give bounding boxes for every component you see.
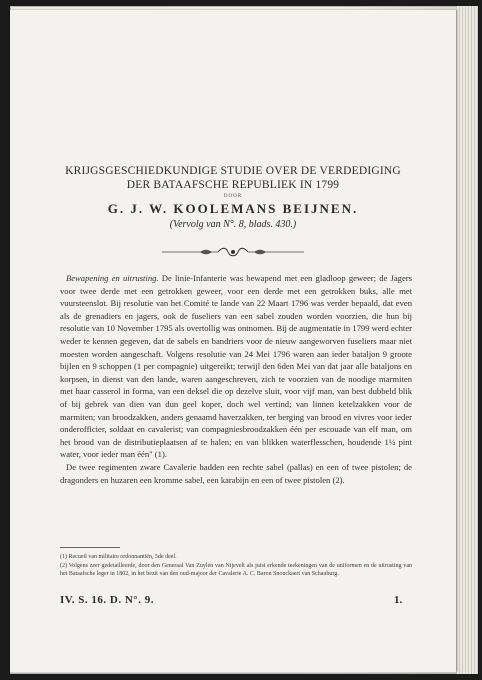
continued-note: (Vervolg van N°. 8, blads. 430.) bbox=[169, 219, 297, 230]
byline-label: DOOR bbox=[223, 194, 243, 199]
decorative-ornament-icon bbox=[160, 246, 306, 258]
body-paragraph-1 bbox=[60, 272, 412, 461]
body-paragraph-2: De twee regimenten zware Cavalerie hadden een rechte sabel (pallas) en een of twee pistolen; de dragonders en huzaren een kromme sabel, een karabijn en een of twee pistolen (2). bbox=[60, 461, 412, 485]
sheet-signature: IV. S. 16. D. N°. 9. bbox=[60, 594, 154, 606]
footnote-1: (1) Recueil van militaire ordonnantiën, 5de deel. bbox=[60, 554, 177, 560]
footnote-2: (2) Volgens zeer gedetailleerde, door den Generaal Van Zuylen van Nijevelt als juist erkende teekeningen van de uniformen en de uitrusting van het Bataafsche leger in 1802, in het bezit van den oud-majoor der Cavalerie A. C. Baron Snouckaert van Schauburg. bbox=[60, 562, 412, 578]
section-lead: Bewapening en uitrusting. bbox=[66, 273, 159, 283]
scanned-page bbox=[10, 10, 456, 672]
page-number: 1. bbox=[394, 594, 403, 606]
paragraph-text: De linie-Infanterie was bewapend met een gladloop geweer; de Jagers voor twee derde met een getrokken geweer, voor een derde met een getrokken buks, alle met vuursteenslot. Bij resolutie van het Comité te lande van 22 Maart 1796 was verder bepaald, dat even als de grenadiers en jagers, ook de fuseliers van een sabel zouden worden voorzien, die hun bij resolutie van 10 November 1795 als overtollig was ontnomen. Bij de augmentatie in 1799 werd echter weder te kennen gegeven, dat de sabels en bandriers voor de nieuw aangeworven fuseliers maar niet moesten worden aangeschaft. Volgens resolutie van 24 Mei 1796 waren aan ieder bataljon 9 groote bijlen en 9 schoppen (1 per compagnie) uitgereikt; terwijl den 6den Mei van dat jaar alle bataljons en korpsen, in dienst van den lande, waren aangeschreven, zich te voorzien van de noodige marmiten met haar casserol in forma, van een deksel die op dezelve sluit, voor vijf man, van best dubbeld blik of bij gebrek van dien van dun geel koper, doch wel vertind; van linnen ketelzakken voor de marmiten; van broodzakken, anders genaamd haverzakken, ter berging van brood en vivres voor ieder onderofficier, soldaat en cavalerist; van compagniesbroodzakken één per escouade van elf man, om het brood van de distributieplaatsen af te halen; en van blikken waterflesschen, houdende 1¼ pint water, voor ieder man één" (1). bbox=[60, 273, 412, 460]
bleed-through-text bbox=[56, 70, 406, 161]
author-name: G. J. W. KOOLEMANS BEIJNEN. bbox=[107, 201, 359, 216]
article-title-line-1: KRIJGSGESCHIEDKUNDIGE STUDIE OVER DE VERDEDIGING bbox=[65, 165, 401, 177]
footnotes bbox=[60, 553, 412, 579]
footnote-divider bbox=[60, 547, 120, 548]
article-body bbox=[60, 272, 412, 486]
article-title-line-2: DER BATAAFSCHE REPUBLIEK IN 1799 bbox=[126, 179, 340, 191]
